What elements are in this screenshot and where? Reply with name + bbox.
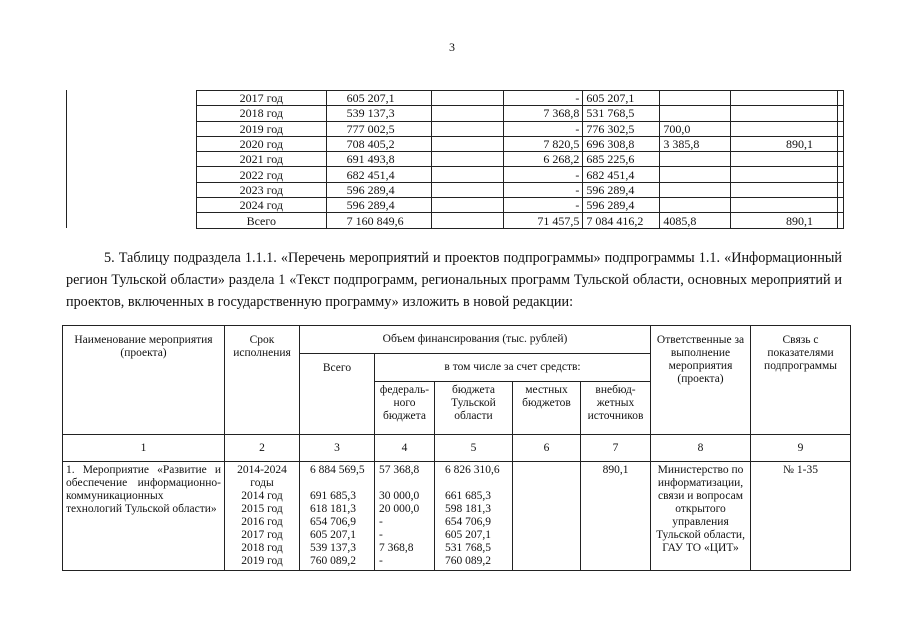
cell-year: 2024 год [197,198,327,213]
column-number: 6 [513,435,581,462]
cell-federal [432,121,504,136]
cell-total: 596 289,4 [326,198,432,213]
cell-mest [660,91,731,106]
header-name: Наименование мероприятия (проекта) [63,326,225,435]
cell-year: 2020 год [197,136,327,151]
cell-obl: 7 084 416,2 [583,213,660,228]
cell-total: 596 289,4 [326,182,432,197]
oblast-line: 531 768,5 [445,542,491,554]
column-number: 8 [651,435,751,462]
cell-mest: 4085,8 [660,213,731,228]
cell-federal [432,198,504,213]
table-row [197,106,844,121]
cell-total: 708 405,2 [326,136,432,151]
event-years [225,462,300,571]
event-oblast [435,462,513,571]
page-number: 3 [449,40,455,54]
column-number: 9 [751,435,851,462]
oblast-line [445,477,509,490]
years-line: 2014-2024 [237,464,287,476]
event-federal [375,462,435,571]
cell-regional: - [503,182,582,197]
table-row [197,136,844,151]
cell-total: 777 002,5 [326,121,432,136]
total-line: 539 137,3 [310,542,356,554]
cell-mest [660,167,731,182]
cell-total: 7 160 849,6 [326,213,432,228]
cell-regional: - [503,198,582,213]
cell-obl: 605 207,1 [583,91,660,106]
cell-federal [432,106,504,121]
column-number: 5 [435,435,513,462]
cell-year: 2017 год [197,91,327,106]
cell-mest [660,182,731,197]
table-row [197,91,844,106]
oblast-line: 605 207,1 [445,529,491,541]
header-including: в том числе за счет средств: [375,354,651,382]
column-number: 7 [581,435,651,462]
events-table [62,325,851,571]
cell-year: 2022 год [197,167,327,182]
cell-federal [432,213,504,228]
event-link: № 1-35 [751,462,851,571]
table-row [197,121,844,136]
cell-mest [660,106,731,121]
paragraph-text: 5. Таблицу подраздела 1.1.1. «Перечень мероприятий и проектов подпрограммы» подпрограммы 1.1. «Информационный регион Тульской области» раздела 1 «Текст подпрограмм, региональных программ Тульской области, основных мероприятий и проектов, включенных в государственную программу» изложить в новой редакции: [66,250,842,310]
cell-svyaz [731,121,844,136]
header-term: Срок исполнения [225,326,300,435]
column-number: 3 [300,435,375,462]
cell-year: 2018 год [197,106,327,121]
cell-regional: 7 368,8 [503,106,582,121]
cell-year: 2021 год [197,152,327,167]
total-line: 760 089,2 [310,555,356,567]
cell-regional: - [503,167,582,182]
cell-svyaz: 890,1 [731,136,844,151]
years-line: 2014 год [241,490,283,502]
cell-obl: 776 302,5 [583,121,660,136]
header-volume: Объем финансирования (тыс. рублей) [300,326,651,354]
federal-line: - [379,529,383,541]
years-line: 2018 год [241,542,283,554]
cell-regional: - [503,91,582,106]
table-left-border [66,90,67,228]
column-number: 2 [225,435,300,462]
oblast-line: 654 706,9 [445,516,491,528]
total-line: 6 884 569,5 [310,464,365,476]
cell-obl: 685 225,6 [583,152,660,167]
cell-year: 2019 год [197,121,327,136]
table-row [63,462,851,571]
cell-year: 2023 год [197,182,327,197]
cell-svyaz [731,182,844,197]
total-line: 691 685,3 [310,490,356,502]
cell-obl: 682 451,4 [583,167,660,182]
continuation-grid [196,90,844,229]
total-line: 605 207,1 [310,529,356,541]
oblast-line: 598 181,3 [445,503,491,515]
cell-svyaz [731,106,844,121]
cell-regional: 7 820,5 [503,136,582,151]
oblast-line: 6 826 310,6 [445,464,500,476]
event-responsible: Министерство по информатизации, связи и вопросам открытого управления Тульской области, ГАУ ТО «ЦИТ» [651,462,751,571]
cell-obl: 596 289,4 [583,198,660,213]
event-local [513,462,581,571]
federal-line [379,477,431,490]
years-line: 2017 год [241,529,283,541]
years-line: годы [250,477,274,489]
cell-svyaz [731,198,844,213]
table-row [197,167,844,182]
cell-regional: - [503,121,582,136]
total-line: 618 181,3 [310,503,356,515]
cell-regional: 6 268,2 [503,152,582,167]
cell-obl: 596 289,4 [583,182,660,197]
header-link: Связь с показателями подпрограммы [751,326,851,435]
oblast-line: 760 089,2 [445,555,491,567]
cell-obl: 696 308,8 [583,136,660,151]
header-oblast: бюджета Тульской области [435,382,513,435]
table-row [197,213,844,228]
years-line: 2019 год [241,555,283,567]
cell-total: 682 451,4 [326,167,432,182]
cell-federal [432,167,504,182]
cell-svyaz [731,152,844,167]
federal-line: 57 368,8 [379,464,420,476]
table-row [197,182,844,197]
column-number: 1 [63,435,225,462]
cell-year: Всего [197,213,327,228]
federal-line: - [379,516,383,528]
cell-mest [660,198,731,213]
federal-line: 20 000,0 [379,503,420,515]
column-numbers-row [63,435,851,462]
header-offbudget: внебюд-жетных источников [581,382,651,435]
cell-svyaz: 890,1 [731,213,844,228]
header-federal: федераль-ного бюджета [375,382,435,435]
cell-federal [432,152,504,167]
federal-line: - [379,555,383,567]
instruction-paragraph [66,247,842,313]
years-line: 2016 год [241,516,283,528]
years-line: 2015 год [241,503,283,515]
cell-svyaz [731,91,844,106]
column-number: 4 [375,435,435,462]
cell-mest [660,152,731,167]
table-row [197,152,844,167]
federal-line: 7 368,8 [379,542,414,554]
cell-total: 539 137,3 [326,106,432,121]
cell-regional: 71 457,5 [503,213,582,228]
cell-total: 605 207,1 [326,91,432,106]
oblast-line: 661 685,3 [445,490,491,502]
cell-total: 691 493,8 [326,152,432,167]
event-name: 1. Мероприятие «Развитие и обеспечение информационно-коммуникационных технологий Тульской области» [63,462,225,571]
cell-svyaz [731,167,844,182]
header-local: местных бюджетов [513,382,581,435]
cell-federal [432,91,504,106]
federal-line: 30 000,0 [379,490,420,502]
header-responsible: Ответственные за выполнение мероприятия (проекта) [651,326,751,435]
cell-mest: 3 385,8 [660,136,731,151]
cell-obl: 531 768,5 [583,106,660,121]
header-total: Всего [300,354,375,435]
event-offbudget: 890,1 [581,462,651,571]
event-total [300,462,375,571]
continuation-table [66,90,844,228]
total-line [310,477,371,490]
cell-federal [432,136,504,151]
cell-mest: 700,0 [660,121,731,136]
table-row [197,198,844,213]
cell-federal [432,182,504,197]
total-line: 654 706,9 [310,516,356,528]
